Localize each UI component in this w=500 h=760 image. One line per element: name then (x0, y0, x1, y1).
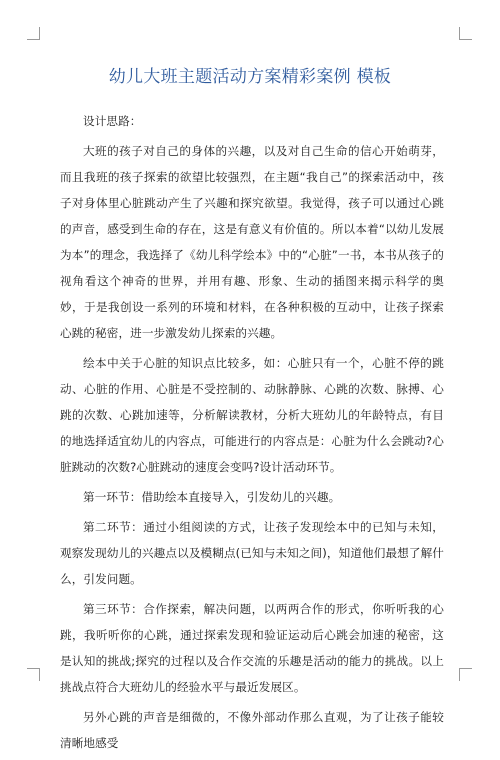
crop-mark-top-right (459, 27, 472, 40)
paragraph-3: 第一环节：借助绘本直接导入，引发幼儿的兴趣。 (83, 490, 341, 504)
paragraph-6: 另外心跳的声音是细微的，不像外部动作那么直观，为了让孩子能较清晰地感受 (60, 710, 444, 750)
paragraph-2: 绘本中关于心脏的知识点比较多，如：心脏只有一个，心脏不停的跳动、心脏的作用、心脏是不受控制的、动脉静脉、心跳的次数、脉搏、心跳的次数、心跳加速等，分析解读教材，分析大班幼儿的年龄特点，有目的地选择适宜幼儿的内容点，可能进行的内容点是：心脏为什么会跳动?心脏跳动的次数?心脏跳动的速度会变吗?设计活动环节。 (60, 356, 444, 474)
paragraph-1: 大班的孩子对自己的身体的兴趣，以及对自己生命的信心开始萌芽，而且我班的孩子探索的欲望比较强烈，在主题“我自己”的探索活动中，孩子对身体里心脏跳动产生了兴趣和探究欲望。我觉得，孩子可以通过心跳的声音，感受到生命的存在，这是有意义有价值的。所以本着“以幼儿发展为本”的理念，我选择了《幼儿科学绘本》中的“心脏”一书，本书从孩子的视角看这个神奇的世界，并用有趣、形象、生动的插图来揭示科学的奥妙，于是我创设一系列的环境和材料，在各种积极的互动中，让孩子探索心跳的秘密，进一步激发幼儿探索的兴趣。 (60, 144, 444, 340)
paragraph-4: 第二环节：通过小组阅读的方式，让孩子发现绘本中的已知与未知，观察发现幼儿的兴趣点以及模糊点(已知与未知之间)，知道他们最想了解什么，引发问题。 (60, 520, 444, 586)
crop-mark-bottom-left (27, 668, 40, 681)
document-title: 幼儿大班主题活动方案精彩案例 模板 (108, 67, 392, 87)
document-body (60, 108, 444, 760)
section-heading: 设计思路： (83, 114, 142, 128)
paragraph-5: 第三环节：合作探索，解决问题，以两两合作的形式，你听听我的心跳，我听听你的心跳，通过探索发现和验证运动后心跳会加速的秘密，这是认知的挑战;探究的过程以及合作交流的乐趣是活动的能力的挑战。以上挑战点符合大班幼儿的经验水平与最近发展区。 (60, 602, 444, 694)
crop-mark-top-left (27, 27, 40, 40)
crop-mark-bottom-right (459, 668, 472, 681)
